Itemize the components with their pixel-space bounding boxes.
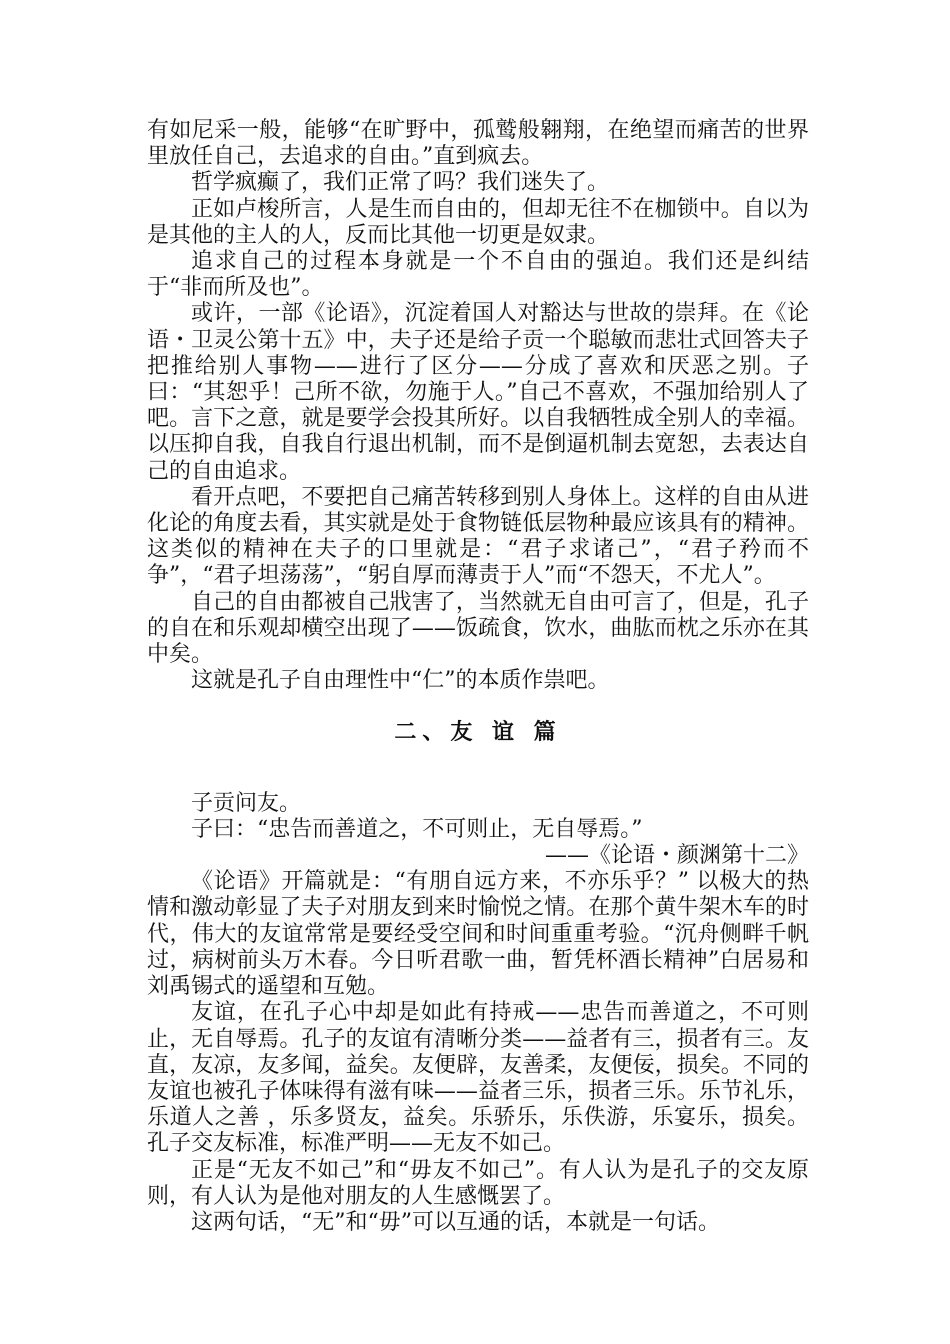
paragraph: 这两句话，“无”和“毋”可以互通的话，本就是一句话。 [191,1209,720,1235]
paragraph: 自己的自由都被自己戕害了，当然就无自由可言了，但是，孔子的自在和乐观却横空出现了——饭疏食，饮水，曲肱而枕之乐亦在其中矣。 [147,589,809,668]
paragraph: 友谊，在孔子心中却是如此有持戒——忠告而善道之，不可则止，无自辱焉。孔子的友谊有清晰分类——益者有三，损者有三。友直，友凉，友多闻，益矣。友便辟，友善柔，友便佞，损矣。不同的友谊也被孔子体味得有滋有味——益者三乐，损者三乐。乐节礼乐，乐道人之善 ，乐多贤友，益矣。乐骄乐，乐佚游，乐宴乐，损矣。孔子交友标准，标准严明——无友不如己。 [147,1000,809,1157]
paragraph: 《论语》开篇就是：“有朋自远方来，不亦乐乎？” 以极大的热情和激动彰显了夫子对朋友到来时愉悦之情。在那个黄牛架木车的时代，伟大的友谊常常是要经受空间和时间重重考验。“沉舟侧畔千帆过，病树前头万木春。今日听君歌一曲，暂凭杯酒长精神”白居易和刘禹锡式的遥望和互勉。 [147,869,809,1000]
paragraph: 或许，一部《论语》，沉淀着国人对豁达与世故的崇拜。在《论语・卫灵公第十五》中，夫子还是给子贡一个聪敏而悲壮式回答夫子把推给别人事物——进行了区分——分成了喜欢和厌恶之别。子曰：“其恕乎！己所不欲，勿施于人。”自己不喜欢，不强加给别人了吧。言下之意，就是要学会投其所好。以自我牺牲成全别人的幸福。以压抑自我，自我自行退出机制，而不是倒逼机制去宽恕，去表达自己的自由追求。 [147,301,809,484]
paragraph: 正是“无友不如己”和“毋友不如己”。有人认为是孔子的交友原则，有人认为是他对朋友的人生感慨罢了。 [147,1157,809,1209]
paragraph: 看开点吧，不要把自己痛苦转移到别人身体上。这样的自由从进化论的角度去看，其实就是处于食物链低层物种最应该具有的精神。这类似的精神在夫子的口里就是：“君子求诸己”，“君子矜而不争”，“君子坦荡荡”，“躬自厚而薄责于人”而“不怨天，不尤人”。 [147,484,809,589]
section-heading: 二、友 谊 篇 [394,720,562,746]
quote-line: 子曰：“忠告而善道之，不可则止，无自辱焉。” [191,816,643,842]
quote-source: ——《论语・颜渊第十二》 [544,843,809,869]
paragraph: 追求自己的过程本身就是一个不自由的强迫。我们还是纠结于“非而所及也”。 [147,249,809,301]
quote-line: 子贡问友。 [191,790,302,816]
document-page [147,118,809,1236]
paragraph: 有如尼采一般，能够“在旷野中，孤鹫般翱翔，在绝望而痛苦的世界里放任自己，去追求的自由。”直到疯去。 [147,118,809,170]
paragraph: 这就是孔子自由理性中“仁”的本质作祟吧。 [191,668,610,694]
paragraph: 正如卢梭所言，人是生而自由的，但却无往不在枷锁中。自以为是其他的主人的人，反而比其他一切更是奴隶。 [147,196,809,248]
paragraph: 哲学疯癫了，我们正常了吗？我们迷失了。 [191,170,610,196]
